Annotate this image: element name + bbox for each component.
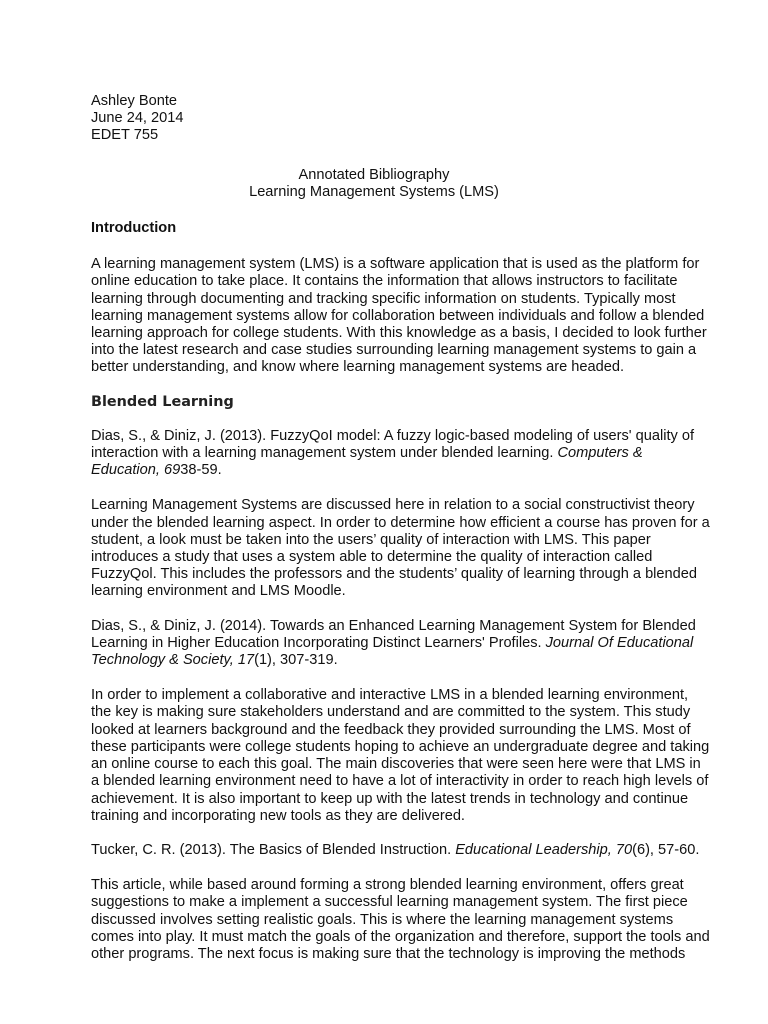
citation-line xyxy=(91,634,694,652)
citation-pages: (1), 307-319. xyxy=(254,652,338,669)
citation-line xyxy=(91,445,691,462)
paragraph-line: This article, while based around forming a strong blended learning environment, offers great xyxy=(91,877,684,894)
journal-volume: Technology & Society, 17 xyxy=(91,652,255,669)
title-line-1: Annotated Bibliography xyxy=(298,166,450,183)
paragraph-line: achievement. It is also important to keep up with the latest trends in technology and continue xyxy=(91,790,689,807)
citation-text: Tucker, C. R. (2013). The Basics of Blended Instruction. xyxy=(91,841,456,858)
citation-line xyxy=(91,652,691,669)
paragraph-line: other programs. The next focus is making sure that the technology is improving the methods xyxy=(91,945,686,962)
paragraph-line: into the latest research and case studies surrounding learning management systems to gain a xyxy=(91,342,697,359)
paragraph-line: learning environment and LMS Moodle. xyxy=(91,583,346,600)
citation-text: Learning in Higher Education Incorporating Distinct Learners' Profiles. xyxy=(91,634,546,651)
title-line-2: Learning Management Systems (LMS) xyxy=(249,183,499,200)
journal-title: Educational Leadership, 70 xyxy=(455,841,633,858)
paragraph-line: better understanding, and know where learning management systems are headed. xyxy=(91,359,624,376)
paragraph-line: learning management systems allow for collaboration between individuals and follow a blended xyxy=(91,307,705,324)
paragraph-line: under the blended learning aspect. In order to determine how efficient a course has proven for a xyxy=(91,514,710,531)
introduction-heading: Introduction xyxy=(91,220,177,237)
introduction-paragraph xyxy=(91,256,707,376)
paragraph-line: learning approach for college students. With this knowledge as a basis, I decided to look further xyxy=(91,325,707,342)
citation-entry xyxy=(91,427,695,480)
author-name: Ashley Bonte xyxy=(91,93,177,109)
paragraph-line: training and incorporating new tools as they are delivered. xyxy=(91,807,465,824)
paragraph-line: suggestions to make a implement a successful learning management system. The first piece xyxy=(91,894,688,911)
course-code: EDET 755 xyxy=(91,127,159,144)
paragraph-line: a blended learning environment need to have a lot of interactivity in order to reach high levels of xyxy=(91,773,709,790)
paragraph-line: the key is making sure stakeholders understand and are committed to the system. This study xyxy=(91,704,691,721)
paragraph-line: student, a look must be taken into the users’ quality of interaction with LMS. This paper xyxy=(91,531,651,548)
document-header xyxy=(91,93,691,145)
citation-entry xyxy=(91,617,696,670)
paragraph-line: online education to take place. It contains the information that allows instructors to facilitate xyxy=(91,273,678,290)
paragraph-line: these participants were college students hoping to achieve an undergraduate degree and taking xyxy=(91,738,710,755)
paragraph-line: introduces a study that uses a system able to determine the quality of interaction called xyxy=(91,549,653,566)
citation-entry xyxy=(91,841,700,859)
annotation-paragraph xyxy=(91,877,710,963)
citation-pages: (6), 57-60. xyxy=(632,841,700,858)
document-title xyxy=(91,167,657,201)
annotation-paragraph xyxy=(91,687,710,825)
annotation-paragraph xyxy=(91,497,710,600)
document-date: June 24, 2014 xyxy=(91,110,184,127)
citation-pages: 38-59. xyxy=(180,462,222,479)
paragraph-line: comes into play. It must match the goals of the organization and therefore, support the tools and xyxy=(91,928,710,945)
section-heading-blended-learning: Blended Learning xyxy=(91,393,234,410)
paragraph-line: looked at learners background and the feedback they provided surrounding the LMS. Most of xyxy=(91,721,691,738)
citation-line xyxy=(91,462,691,479)
paragraph-line: Learning Management Systems are discussed here in relation to a social constructivist theory xyxy=(91,497,695,514)
citation-text: interaction with a learning management system under blended learning. xyxy=(91,445,558,462)
paragraph-line: learning through documenting and tracking specific information on students. Typically most xyxy=(91,290,676,307)
journal-title: Computers & xyxy=(557,445,643,462)
paragraph-line: A learning management system (LMS) is a software application that is used as the platform for xyxy=(91,256,700,273)
document-page xyxy=(91,93,710,963)
paragraph-line: FuzzyQol. This includes the professors and the students’ quality of learning through a blended xyxy=(91,566,698,583)
paragraph-line: In order to implement a collaborative and interactive LMS in a blended learning environment, xyxy=(91,687,689,704)
journal-volume: Education, 69 xyxy=(91,462,181,479)
journal-title: Journal Of Educational xyxy=(545,634,694,651)
citation-line xyxy=(91,841,700,859)
citation-line: Dias, S., & Diniz, J. (2013). FuzzyQoI model: A fuzzy logic-based modeling of users' quality of xyxy=(91,427,695,444)
paragraph-line: an online course to each this goal. The main discoveries that were seen here were that LMS in xyxy=(91,756,701,773)
citation-line: Dias, S., & Diniz, J. (2014). Towards an Enhanced Learning Management System for Blended xyxy=(91,617,696,634)
paragraph-line: discussed involves setting realistic goals. This is where the learning management systems xyxy=(91,911,674,928)
